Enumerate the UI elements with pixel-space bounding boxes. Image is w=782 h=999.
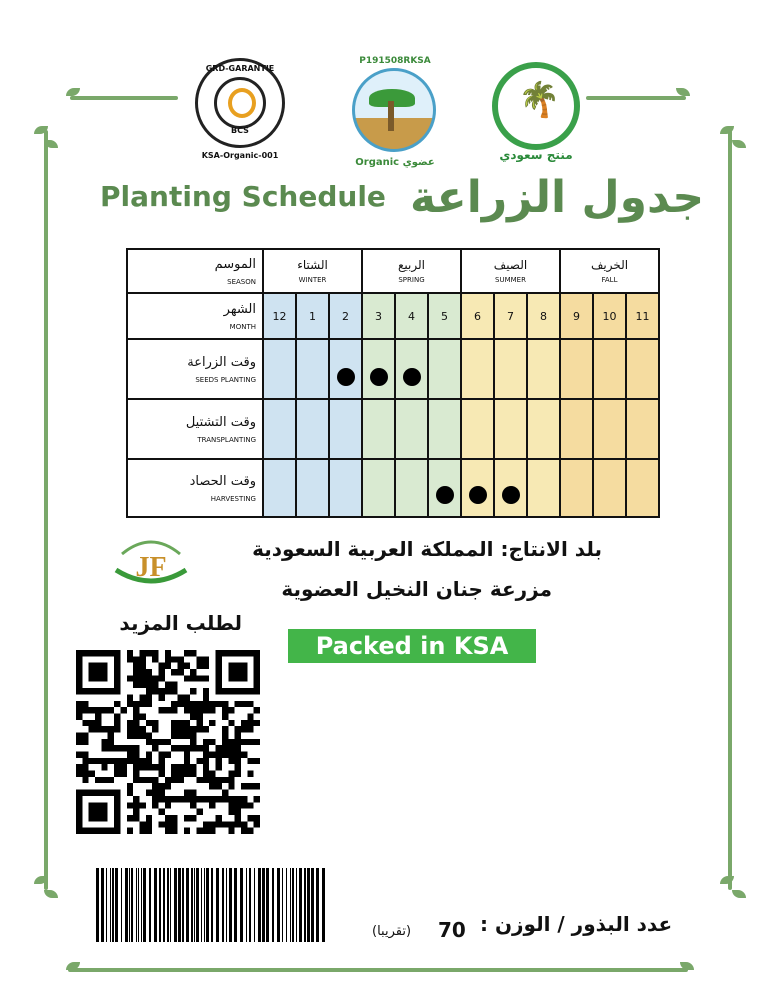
leaf-icon bbox=[44, 890, 58, 898]
month-cell: 6 bbox=[461, 293, 494, 339]
organic-logo: P191508RKSA Organic عضوي bbox=[352, 68, 436, 152]
order-more-label: لطلب المزيد bbox=[119, 611, 242, 635]
schedule-cell bbox=[494, 459, 527, 517]
leaf-icon bbox=[732, 140, 746, 148]
weight-approx: (تقريبا) bbox=[372, 924, 412, 939]
activity-dot bbox=[436, 486, 454, 504]
activity-dot bbox=[502, 486, 520, 504]
season-fall: الخريف FALL bbox=[560, 249, 659, 293]
activity-dot bbox=[337, 368, 355, 386]
season-header: الموسم SEASON bbox=[127, 249, 263, 293]
farm-name: مزرعة جنان النخيل العضوية bbox=[281, 577, 552, 601]
schedule-cell bbox=[593, 459, 626, 517]
season-spring: الربيع SPRING bbox=[362, 249, 461, 293]
left-vine bbox=[44, 130, 48, 890]
schedule-cell bbox=[461, 339, 494, 399]
leaf-icon bbox=[732, 890, 746, 898]
month-cell: 10 bbox=[593, 293, 626, 339]
schedule-cell bbox=[329, 459, 362, 517]
schedule-cell bbox=[428, 339, 461, 399]
schedule-cell bbox=[428, 459, 461, 517]
schedule-cell bbox=[527, 339, 560, 399]
schedule-cell bbox=[428, 399, 461, 459]
activity-dot bbox=[370, 368, 388, 386]
season-summer: الصيف SUMMER bbox=[461, 249, 560, 293]
title-arabic: جدول الزراعة bbox=[410, 172, 705, 223]
schedule-cell bbox=[461, 399, 494, 459]
schedule-cell bbox=[395, 459, 428, 517]
title-english: Planting Schedule bbox=[100, 180, 386, 213]
month-cell: 12 bbox=[263, 293, 296, 339]
leaf-icon bbox=[66, 88, 80, 96]
farm-logo bbox=[108, 530, 194, 594]
schedule-cell bbox=[626, 339, 659, 399]
schedule-cell bbox=[461, 459, 494, 517]
saudi-product-logo: 🌴 منتج سعودي bbox=[492, 62, 580, 150]
month-cell: 1 bbox=[296, 293, 329, 339]
schedule-cell bbox=[527, 459, 560, 517]
schedule-cell bbox=[296, 339, 329, 399]
top-left-vine bbox=[70, 96, 178, 100]
weight-label: عدد البذور / الوزن : bbox=[480, 912, 673, 936]
planting-schedule-table bbox=[126, 248, 660, 518]
q-icon bbox=[228, 88, 256, 118]
leaf-icon bbox=[676, 88, 690, 96]
activity-label: وقت الحصاد HARVESTING bbox=[127, 459, 263, 517]
top-right-vine bbox=[586, 96, 686, 100]
origin-country: بلد الانتاج: المملكة العربية السعودية bbox=[252, 537, 602, 561]
season-winter: الشتاء WINTER bbox=[263, 249, 362, 293]
schedule-cell bbox=[362, 399, 395, 459]
activity-dot bbox=[469, 486, 487, 504]
schedule-cell bbox=[560, 459, 593, 517]
month-cell: 8 bbox=[527, 293, 560, 339]
schedule-cell bbox=[362, 339, 395, 399]
activity-dot bbox=[403, 368, 421, 386]
weight-value: 70 bbox=[438, 918, 466, 942]
schedule-cell bbox=[329, 339, 362, 399]
barcode bbox=[92, 868, 330, 942]
svg-text:JF: JF bbox=[135, 552, 167, 583]
activity-label: وقت الزراعة SEEDS PLANTING bbox=[127, 339, 263, 399]
qr-code[interactable] bbox=[76, 648, 260, 836]
palm-swords-icon: 🌴 bbox=[518, 80, 561, 120]
activity-label: وقت التشتيل TRANSPLANTING bbox=[127, 399, 263, 459]
schedule-cell bbox=[263, 399, 296, 459]
schedule-cell bbox=[626, 399, 659, 459]
right-vine bbox=[728, 130, 732, 890]
month-cell: 3 bbox=[362, 293, 395, 339]
grd-certification-logo: GRD-GARANTIE BCS KSA-Organic-001 bbox=[195, 58, 285, 148]
schedule-cell bbox=[626, 459, 659, 517]
month-cell: 9 bbox=[560, 293, 593, 339]
schedule-cell bbox=[362, 459, 395, 517]
month-header: الشهر MONTH bbox=[127, 293, 263, 339]
schedule-cell bbox=[263, 339, 296, 399]
schedule-cell bbox=[296, 459, 329, 517]
schedule-cell bbox=[329, 399, 362, 459]
month-cell: 11 bbox=[626, 293, 659, 339]
schedule-cell bbox=[296, 399, 329, 459]
schedule-cell bbox=[593, 399, 626, 459]
month-cell: 7 bbox=[494, 293, 527, 339]
schedule-cell bbox=[593, 339, 626, 399]
schedule-cell bbox=[494, 399, 527, 459]
month-cell: 5 bbox=[428, 293, 461, 339]
schedule-cell bbox=[395, 339, 428, 399]
month-cell: 2 bbox=[329, 293, 362, 339]
schedule-cell bbox=[560, 399, 593, 459]
packed-in-badge: Packed in KSA bbox=[288, 629, 536, 663]
schedule-cell bbox=[395, 399, 428, 459]
schedule-cell bbox=[527, 399, 560, 459]
schedule-cell bbox=[263, 459, 296, 517]
schedule-cell bbox=[560, 339, 593, 399]
schedule-cell bbox=[494, 339, 527, 399]
month-cell: 4 bbox=[395, 293, 428, 339]
bottom-vine bbox=[68, 968, 688, 972]
